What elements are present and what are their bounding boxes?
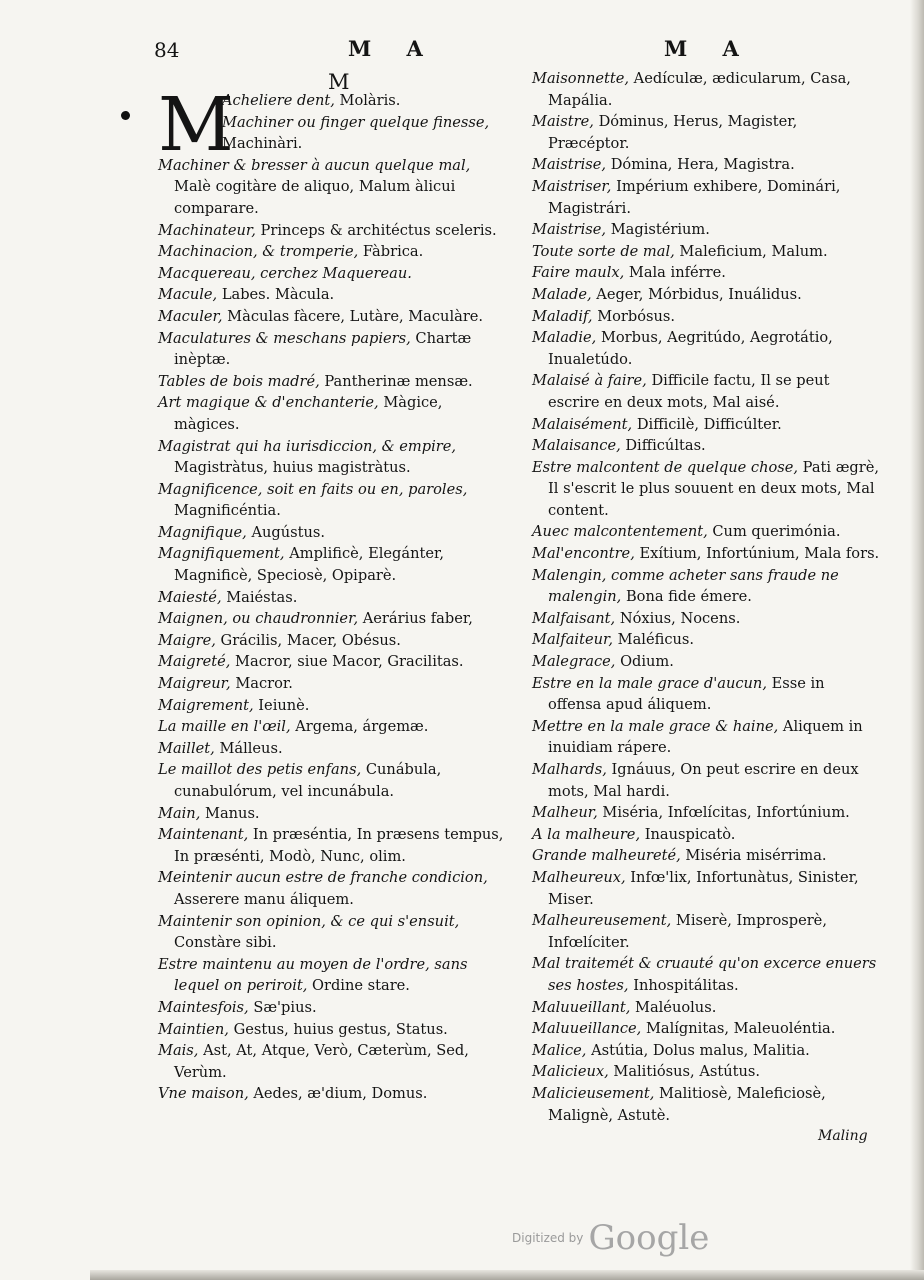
- digitized-watermark: [512, 1218, 709, 1258]
- entry-headword: Maistrise,: [532, 156, 607, 174]
- entry-headword: Malicieusement,: [532, 1084, 655, 1102]
- dictionary-entry: [158, 284, 508, 306]
- entry-translation: Nóxius, Nocens.: [619, 609, 741, 627]
- dictionary-entry: [532, 716, 882, 759]
- entry-translation: Maleficium, Malum.: [679, 242, 828, 260]
- entry-headword: Malheureusement,: [532, 912, 672, 930]
- entry-translation: Asserere manu áliquem.: [174, 890, 354, 908]
- entry-headword: La maille en l'œil,: [158, 718, 291, 736]
- entry-headword: Machiner ou finger quelque finesse,: [222, 113, 490, 131]
- dictionary-entry: [532, 435, 882, 457]
- entry-headword: Maignen, ou chaudronnier,: [158, 610, 359, 628]
- entry-translation: Miséria misérrima.: [685, 847, 827, 865]
- entry-headword: Malfaisant,: [532, 609, 616, 627]
- dictionary-entry: [532, 629, 882, 651]
- entry-headword: Auec malcontentement,: [532, 523, 708, 541]
- entry-headword: Macquereau, cerchez Maquereau.: [158, 264, 412, 282]
- entry-translation: Malígnitas, Maleuoléntia.: [645, 1020, 836, 1038]
- entry-translation: Malitiosè, Maleficiosè, Malignè, Astutè.: [548, 1084, 826, 1124]
- entry-translation: Màculas fàcere, Lutàre, Maculàre.: [227, 307, 484, 325]
- page-edge: [910, 0, 924, 1280]
- entry-translation: Maléuolus.: [635, 998, 717, 1016]
- entry-translation: Manus.: [205, 804, 260, 822]
- ink-dot-mark: [121, 111, 130, 120]
- dictionary-entry: [532, 608, 882, 630]
- entry-headword: Estre maintenu au moyen de l'ordre, sans lequel on periroit,: [158, 955, 468, 995]
- dictionary-entry: [532, 651, 882, 673]
- entry-headword: Magnificence, soit en faits ou en, paroles,: [158, 480, 468, 498]
- entry-headword: Maiesté,: [158, 588, 222, 606]
- entry-headword: Mal traitemét & cruauté qu'on excerce enuers ses hostes,: [532, 955, 877, 994]
- dictionary-entry: [158, 759, 508, 802]
- entry-translation: Esse in offensa apud áliquem.: [548, 674, 825, 714]
- dictionary-entry: [158, 630, 508, 652]
- entry-translation: Magnificéntia.: [174, 502, 281, 520]
- entry-translation: Mala inférre.: [628, 264, 726, 282]
- entry-translation: Odium.: [620, 653, 674, 671]
- entry-translation: Pati ægrè, Il s'escrit le plus souuent en deux mots, Mal content.: [548, 458, 880, 519]
- entry-headword: Grande malheureté,: [532, 847, 681, 865]
- dictionary-entry: [158, 651, 508, 673]
- entry-translation: Cum querimónia.: [712, 523, 841, 541]
- dictionary-entry: [532, 824, 882, 846]
- entry-headword: Maculatures & meschans papiers,: [158, 329, 411, 347]
- entry-translation: Princeps & architéctus sceleris.: [260, 221, 497, 239]
- entry-headword: Maintenant,: [158, 826, 249, 844]
- entry-headword: Magnifique,: [158, 523, 247, 541]
- entry-headword: Maistrise,: [532, 221, 607, 239]
- dictionary-entry: [532, 176, 882, 219]
- dictionary-entry: [158, 263, 508, 285]
- entry-translation: Morbósus.: [597, 307, 676, 325]
- entry-headword: Macule,: [158, 286, 218, 304]
- entry-translation: Málleus.: [219, 739, 283, 757]
- dictionary-entry: [532, 154, 882, 176]
- entry-translation: Difficúltas.: [625, 437, 706, 455]
- entry-headword: A la malheure,: [532, 825, 641, 843]
- entry-translation: Bona fide émere.: [625, 588, 752, 606]
- dictionary-entry: [158, 673, 508, 695]
- entry-headword: Malheureux,: [532, 868, 626, 886]
- entry-headword: Malade,: [532, 285, 592, 303]
- entry-headword: Main,: [158, 804, 201, 822]
- entry-translation: Argema, árgemæ.: [295, 718, 429, 736]
- page-number: 84: [154, 38, 180, 62]
- entry-headword: Maladie,: [532, 329, 597, 347]
- entry-translation: Dómina, Hera, Magistra.: [610, 156, 795, 174]
- entry-translation: Aeger, Mórbidus, Inuálidus.: [596, 285, 802, 303]
- dictionary-entry: [532, 910, 882, 953]
- dictionary-entry: [158, 867, 508, 910]
- entry-translation: Dóminus, Herus, Magister, Præcéptor.: [548, 113, 798, 152]
- dictionary-entry: [158, 1040, 508, 1083]
- dictionary-entry: [158, 479, 508, 522]
- dictionary-entry: [158, 241, 508, 263]
- entry-translation: Impérium exhibere, Dominári, Magistrári.: [548, 177, 841, 217]
- entry-headword: Tables de bois madré,: [158, 372, 320, 390]
- dictionary-entry: [158, 1019, 508, 1041]
- dictionary-entry: [532, 457, 882, 522]
- dictionary-entry: [532, 241, 882, 263]
- entry-translation: Chartæ inèptæ.: [174, 329, 472, 369]
- entry-headword: Estre malcontent de quelque chose,: [532, 458, 799, 476]
- dictionary-entry: [158, 738, 508, 760]
- entry-translation: Machinàri.: [222, 135, 303, 153]
- entry-translation: Ordine stare.: [312, 977, 410, 995]
- dictionary-entry: [532, 802, 882, 824]
- dictionary-entry: [532, 543, 882, 565]
- watermark-prefix: Digitized by: [512, 1231, 584, 1245]
- dictionary-entry: [532, 1083, 882, 1126]
- entry-headword: Maluueillance,: [532, 1020, 642, 1038]
- dictionary-entry: [158, 695, 508, 717]
- entry-translation: Maiéstas.: [226, 588, 298, 606]
- entry-headword: Meintenir aucun estre de franche condicion,: [158, 869, 488, 887]
- entry-headword: Maillet,: [158, 739, 215, 757]
- dictionary-entry: [158, 328, 508, 371]
- dictionary-entry: [532, 1040, 882, 1062]
- entry-headword: Mettre en la male grace & haine,: [532, 717, 779, 735]
- dictionary-entry: [532, 370, 882, 413]
- entry-headword: Machinateur,: [158, 221, 256, 239]
- entry-translation: Fàbrica.: [362, 243, 424, 261]
- entry-headword: Malengin, comme acheter sans fraude ne malengin,: [532, 566, 839, 606]
- dictionary-entry: [158, 803, 508, 825]
- dictionary-entry: [158, 543, 508, 586]
- dictionary-entry: [158, 824, 508, 867]
- dictionary-entry: [158, 436, 508, 479]
- entry-translation: Inauspicatò.: [644, 825, 736, 843]
- section-letter: M: [328, 70, 350, 94]
- dictionary-entry: [532, 759, 882, 802]
- entry-translation: Aedículæ, ædicularum, Casa, Mapália.: [548, 70, 851, 109]
- entry-translation: Molàris.: [339, 92, 401, 109]
- entry-translation: Aerárius faber,: [362, 610, 473, 628]
- entry-translation: Macror.: [235, 675, 293, 693]
- entry-translation: Miserè, Improsperè, Infœlíciter.: [548, 912, 827, 951]
- entry-translation: Labes. Màcula.: [221, 286, 335, 304]
- entry-headword: Mais,: [158, 1042, 199, 1060]
- entry-headword: Malaisé à faire,: [532, 372, 647, 390]
- entry-translation: Màgice, màgices.: [174, 394, 443, 433]
- dictionary-entry: [532, 845, 882, 867]
- entry-translation: Inhospitálitas.: [633, 976, 739, 994]
- dictionary-entry: [532, 327, 882, 370]
- dictionary-entry: [532, 521, 882, 543]
- dictionary-entry: [158, 220, 508, 242]
- entry-headword: Maigrement,: [158, 696, 254, 714]
- entry-headword: Art magique & d'enchanterie,: [158, 394, 379, 412]
- entry-translation: Amplificè, Elegánter, Magnificè, Speciosè, Opiparè.: [174, 545, 444, 585]
- entry-translation: Exítium, Infortúnium, Mala fors.: [639, 545, 880, 563]
- entry-translation: Difficile factu, Il se peut escrire en deux mots, Mal aisé.: [548, 372, 830, 411]
- entry-headword: Maladif,: [532, 307, 593, 325]
- entry-headword: Magnifiquement,: [158, 545, 285, 563]
- entry-headword: Estre en la male grace d'aucun,: [532, 674, 767, 692]
- entry-translation: Sæ'pius.: [253, 998, 317, 1016]
- entry-headword: Maintesfois,: [158, 998, 249, 1016]
- entry-translation: Morbus, Aegritúdo, Aegrotátio, Inualetúdo.: [548, 329, 833, 368]
- dictionary-entry: [532, 1061, 882, 1083]
- google-logo: Google: [588, 1218, 710, 1258]
- dictionary-entry: [158, 306, 508, 328]
- dictionary-entry: [158, 392, 508, 435]
- catchword: Maling: [818, 1128, 868, 1144]
- entry-headword: Vne maison,: [158, 1085, 249, 1103]
- entry-headword: Maigre,: [158, 631, 216, 649]
- dictionary-entry: [532, 565, 882, 608]
- entry-translation: Grácilis, Macer, Obésus.: [220, 631, 401, 649]
- entry-headword: Maistre,: [532, 113, 594, 131]
- dictionary-entry: [158, 522, 508, 544]
- dictionary-entry: [158, 587, 508, 609]
- page-bottom-edge: [90, 1270, 924, 1280]
- entry-headword: Machinacion, & tromperie,: [158, 243, 359, 261]
- entry-headword: Maigreté,: [158, 653, 231, 671]
- entry-translation: Malitiósus, Astútus.: [613, 1063, 761, 1081]
- dictionary-entry: [158, 997, 508, 1019]
- entry-headword: Maintenir son opinion, & ce qui s'ensuit,: [158, 912, 460, 930]
- dictionary-entry: [532, 262, 882, 284]
- entry-headword: Le maillot des petis enfans,: [158, 761, 362, 779]
- running-head-right: M A: [664, 36, 753, 61]
- dictionary-entry: [158, 608, 508, 630]
- dictionary-entry: [532, 111, 882, 154]
- entry-headword: Toute sorte de mal,: [532, 242, 675, 260]
- entry-translation: Infœ'lix, Infortunàtus, Sinister, Miser.: [548, 868, 859, 908]
- drop-cap-letter: M: [158, 82, 234, 168]
- entry-translation: Astútia, Dolus malus, Malitia.: [591, 1041, 810, 1059]
- entry-headword: Malicieux,: [532, 1063, 609, 1081]
- running-head-left: M A: [348, 36, 437, 61]
- entry-headword: Maisonnette,: [532, 70, 630, 87]
- dictionary-entry: [158, 716, 508, 738]
- entry-translation: Malè cogitàre de aliquo, Malum àlicui comparare.: [174, 178, 456, 217]
- entry-headword: Maigreur,: [158, 675, 231, 693]
- dictionary-entry: [532, 867, 882, 910]
- dictionary-entry: [532, 673, 882, 716]
- entry-headword: Magistrat qui ha iurisdiccion, & empire,: [158, 437, 457, 455]
- dictionary-entry: [158, 155, 508, 220]
- dictionary-entry: [158, 112, 508, 155]
- entry-translation: Ast, At, Atque, Verò, Cæterùm, Sed, Verùm.: [174, 1042, 469, 1081]
- entry-translation: Augústus.: [251, 523, 326, 541]
- entry-headword: Malegrace,: [532, 653, 616, 671]
- dictionary-entry: [532, 997, 882, 1019]
- entry-headword: Malheur,: [532, 804, 598, 822]
- entry-translation: Magistràtus, huius magistràtus.: [174, 459, 411, 477]
- dictionary-entry: [532, 1018, 882, 1040]
- dictionary-entry: [158, 1083, 508, 1105]
- entry-headword: Acheliere dent,: [222, 92, 335, 109]
- dictionary-entry: [158, 90, 508, 112]
- entry-translation: Ieiunè.: [258, 696, 310, 714]
- entry-headword: Malhards,: [532, 761, 607, 778]
- entry-translation: Maléficus.: [617, 631, 695, 649]
- entry-translation: Difficilè, Difficúlter.: [636, 415, 782, 433]
- dictionary-entry: [532, 219, 882, 241]
- entry-translation: Constàre sibi.: [174, 934, 277, 952]
- dictionary-entry: [532, 953, 882, 996]
- entry-headword: Maculer,: [158, 307, 223, 325]
- entry-headword: Malfaiteur,: [532, 631, 613, 649]
- entry-headword: Malaisance,: [532, 437, 621, 455]
- entry-headword: Maistriser,: [532, 177, 612, 195]
- entry-translation: Pantherinæ mensæ.: [324, 372, 473, 390]
- right-column: [532, 68, 882, 1126]
- entry-headword: Machiner & bresser à aucun quelque mal,: [158, 156, 471, 174]
- dictionary-entry: [532, 414, 882, 436]
- dictionary-entry: [158, 954, 508, 997]
- dictionary-entry: [158, 911, 508, 954]
- entry-headword: Faire maulx,: [532, 264, 625, 282]
- entry-translation: Cunábula, cunabulórum, vel incunábula.: [174, 761, 442, 800]
- entry-translation: Magistérium.: [610, 221, 710, 239]
- dictionary-entry: [532, 68, 882, 111]
- entry-translation: Aliquem in inuidiam rápere.: [548, 717, 863, 757]
- entry-translation: In præséntia, In præsens tempus, In præsénti, Modò, Nunc, olim.: [174, 826, 504, 865]
- dictionary-entry: [532, 284, 882, 306]
- entry-headword: Maluueillant,: [532, 998, 631, 1016]
- entry-translation: Aedes, æ'dium, Domus.: [253, 1085, 428, 1103]
- entry-headword: Malice,: [532, 1041, 587, 1059]
- entry-translation: Gestus, huius gestus, Status.: [233, 1020, 448, 1038]
- entry-headword: Malaisément,: [532, 415, 633, 433]
- entry-translation: Macror, siue Macor, Gracilitas.: [235, 653, 464, 671]
- left-column: [158, 82, 508, 1105]
- dictionary-entry: [532, 306, 882, 328]
- entry-translation: Ignáuus, On peut escrire en deux mots, Mal hardi.: [548, 761, 859, 800]
- entry-headword: Mal'encontre,: [532, 545, 635, 563]
- entry-translation: Miséria, Infœlícitas, Infortúnium.: [602, 804, 850, 822]
- entry-headword: Maintien,: [158, 1020, 229, 1038]
- dictionary-entry: [158, 371, 508, 393]
